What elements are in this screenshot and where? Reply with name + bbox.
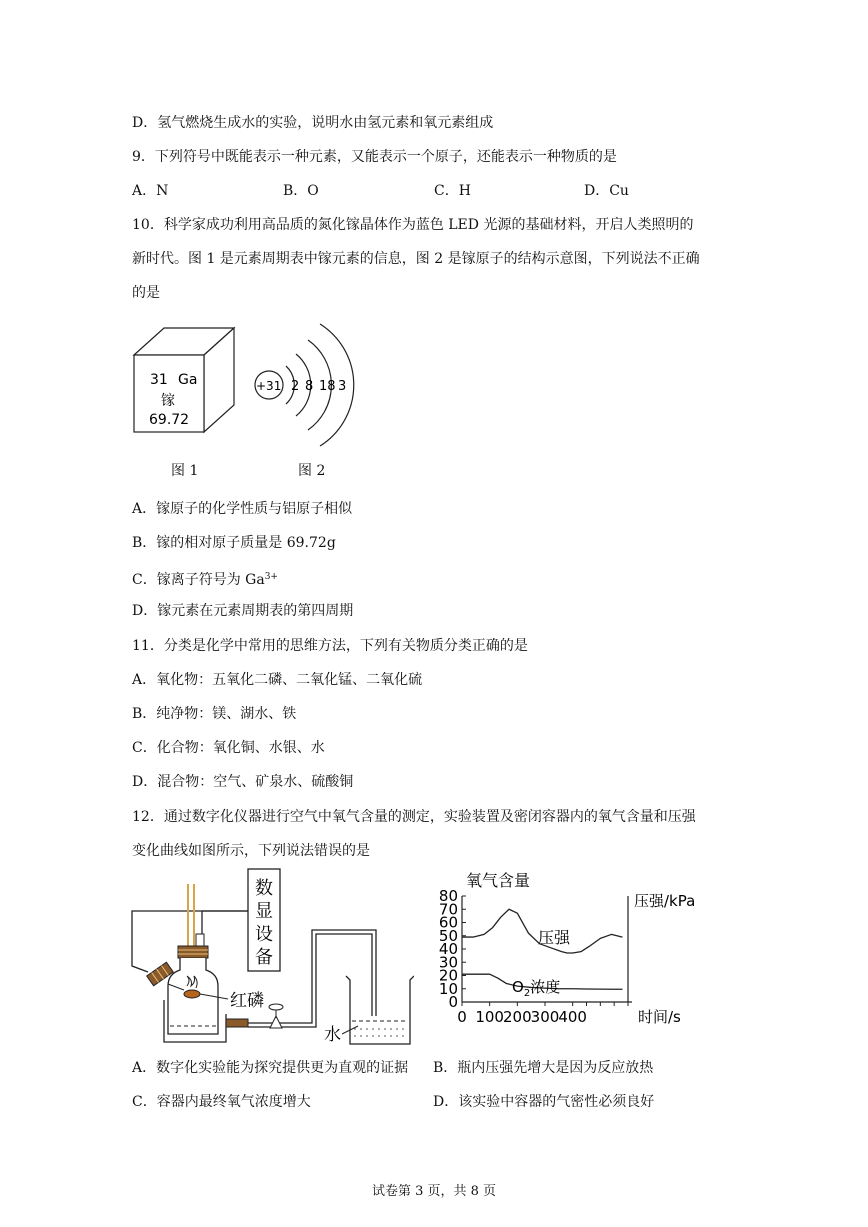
q9-option-a: A．N [132, 183, 169, 199]
figure2-caption: 图 2 [298, 463, 326, 479]
oxygen-pressure-chart [420, 866, 720, 1056]
svg-text:设: 设 [255, 924, 273, 945]
q11-option-a: A．氧化物：五氧化二磷、二氧化锰、二氧化硫 [132, 672, 423, 688]
red-phosphorus-label: 红磷 [230, 991, 264, 1011]
q9-option-c: C．H [434, 183, 471, 199]
q9-option-b: B．O [283, 183, 319, 199]
page-footer: 试卷第 3 页，共 8 页 [371, 1184, 497, 1199]
q10-stem-line3: 的是 [132, 285, 160, 301]
series-label-oxygen: $O_2$浓度 [512, 978, 561, 999]
x-tick-label: 0 [457, 1008, 467, 1026]
x-tick-label: 300 [530, 1008, 560, 1026]
y-tick-label: 30 [438, 953, 458, 972]
q12-stem-line1: 12．通过数字化仪器进行空气中氧气含量的测定，实验装置及密闭容器内的氧气含量和压强 [132, 809, 696, 825]
y-tick-label: 10 [438, 979, 458, 998]
q10-stem-line2: 新时代。图 1 是元素周期表中镓元素的信息，图 2 是镓原子的结构示意图，下列说法不正确 [132, 251, 700, 267]
x-tick-label: 400 [558, 1008, 587, 1026]
element-symbol: Ga [178, 372, 198, 388]
series-label-pressure: 压强 [538, 928, 571, 947]
y-tick-label: 0 [448, 993, 458, 1011]
shell-3-electrons: 18 [319, 379, 336, 394]
q10-stem-line1: 10．科学家成功利用高品质的氮化镓晶体作为蓝色 LED 光源的基础材料，开启人类照明的 [132, 217, 694, 233]
q10-option-c: C．镓离子符号为 $Ga^{3+}$ [132, 572, 278, 588]
element-number: 31 [150, 372, 168, 388]
y-tick-label: 20 [438, 966, 458, 985]
ion-charge: 3+ [264, 572, 278, 582]
q11-option-c: C．化合物：氧化铜、水银、水 [132, 740, 325, 756]
shell-4-electrons: 3 [338, 379, 347, 394]
q11-option-b: B．纯净物：镁、湖水、铁 [132, 706, 297, 722]
y-tick-label: 70 [438, 900, 458, 919]
element-mass: 69.72 [149, 412, 190, 428]
svg-text:备: 备 [255, 947, 273, 968]
water-label: 水 [324, 1025, 341, 1045]
q8-option-d: D．氢气燃烧生成水的实验，说明水由氢元素和氧元素组成 [132, 115, 494, 131]
y-tick-label: 80 [438, 887, 458, 905]
q9-stem: 9．下列符号中既能表示一种元素，又能表示一个原子，还能表示一种物质的是 [132, 149, 617, 165]
right-axis-label: 压强/kPa [634, 892, 696, 910]
y-tick-label: 50 [438, 926, 458, 945]
x-tick-label: 100 [475, 1008, 504, 1026]
q10-option-b: B．镓的相对原子质量是 69.72g [132, 535, 336, 551]
q9-option-d: D．Cu [584, 183, 629, 199]
q12-option-c: C．容器内最终氧气浓度增大 [132, 1094, 311, 1110]
figure1-caption: 图 1 [171, 463, 199, 479]
element-name: 镓 [161, 393, 175, 409]
nucleus-charge: +31 [256, 379, 282, 393]
x-axis-label: 时间/s [638, 1008, 681, 1026]
shell-2-electrons: 8 [305, 379, 314, 394]
q11-option-d: D．混合物：空气、矿泉水、硫酸铜 [132, 774, 354, 790]
q12-option-b: B．瓶内压强先增大是因为反应放热 [433, 1060, 654, 1076]
figure2-atom-structure [252, 318, 364, 452]
q10-option-d: D．镓元素在元素周期表的第四周期 [132, 603, 354, 619]
y-tick-label: 60 [438, 913, 458, 932]
x-tick-label: 200 [503, 1008, 532, 1026]
figure1-element-cell [132, 320, 242, 435]
q12-option-d: D．该实验中容器的气密性必须良好 [433, 1094, 655, 1110]
q11-stem: 11．分类是化学中常用的思维方法，下列有关物质分类正确的是 [132, 638, 528, 654]
svg-text:数: 数 [255, 878, 273, 899]
shell-1-electrons: 2 [291, 379, 300, 394]
left-axis-label: 氧气含量 [466, 871, 531, 890]
svg-text:显: 显 [255, 901, 273, 922]
q12-stem-line2: 变化曲线如图所示，下列说法错误的是 [132, 843, 370, 859]
q10-option-a: A．镓原子的化学性质与铝原子相似 [132, 501, 353, 517]
q12-apparatus-diagram [124, 866, 414, 1052]
y-tick-label: 40 [438, 940, 458, 958]
q12-option-a: A．数字化实验能为探究提供更为直观的证据 [132, 1060, 409, 1076]
